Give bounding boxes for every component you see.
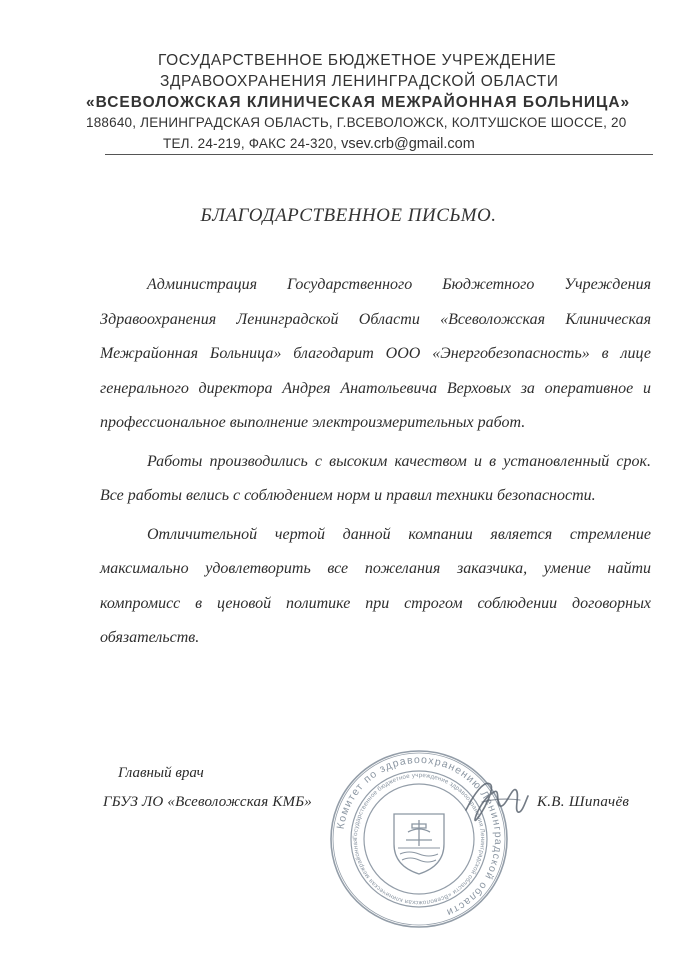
- coat-of-arms-icon: [394, 814, 444, 874]
- signatory-organization: ГБУЗ ЛО «Всеволожская КМБ»: [103, 794, 312, 810]
- handwritten-signature: [460, 770, 530, 830]
- letterhead-line-2: ЗДРАВООХРАНЕНИЯ ЛЕНИНГРАДСКОЙ ОБЛАСТИ: [160, 73, 559, 90]
- letterhead-address: 188640, ЛЕНИНГРАДСКАЯ ОБЛАСТЬ, Г.ВСЕВОЛОЖСК, КОЛТУШСКОЕ ШОССЕ, 20: [86, 115, 627, 130]
- stamp-inner-text: Государственное бюджетное учреждение здравоохранения Ленинградской области «Всеволожская клиническая межрайонная: [351, 771, 487, 907]
- letterhead-institution-name: «ВСЕВОЛОЖСКАЯ КЛИНИЧЕСКАЯ МЕЖРАЙОННАЯ БОЛЬНИЦА»: [86, 94, 631, 111]
- letter-title: БЛАГОДАРСТВЕННОЕ ПИСЬМО.: [200, 205, 497, 226]
- letterhead-phone: ТЕЛ. 24-219, ФАКС 24-320,: [163, 136, 342, 151]
- letterhead-line-1: ГОСУДАРСТВЕННОЕ БЮДЖЕТНОЕ УЧРЕЖДЕНИЕ: [158, 52, 557, 69]
- paragraph-2: Работы производились с высоким качеством и в установленный срок. Все работы велись с соблюдением норм и правил техники безопасности.: [100, 452, 651, 504]
- letterhead-contacts: [163, 136, 475, 152]
- signatory-role: Главный врач: [118, 765, 204, 781]
- paragraph-1: Администрация Государственного Бюджетного Учреждения Здравоохранения Ленинградской Области «Всеволожская Клиническая Межрайонная Больница» благодарит ООО «Энергобезопасность» в лице генерального директора Андрея Анатольевича Верховых за оперативное и профессиональное выполнение электроизмерительных работ.: [100, 276, 651, 431]
- signatory-name: К.В. Шипачёв: [537, 794, 630, 810]
- letterhead-email: vsev.crb@gmail.com: [341, 136, 475, 152]
- paragraph-3: Отличительной чертой данной компании является стремление максимально удовлетворить все пожелания заказчика, умение найти компромисс в ценовой политике при строгом соблюдении договорных обязательств.: [100, 525, 651, 646]
- letterhead-divider: [105, 154, 653, 155]
- letter-body: [100, 268, 651, 660]
- stamp-outer-text: Комитет по здравоохранению Ленинградской области: [334, 753, 505, 919]
